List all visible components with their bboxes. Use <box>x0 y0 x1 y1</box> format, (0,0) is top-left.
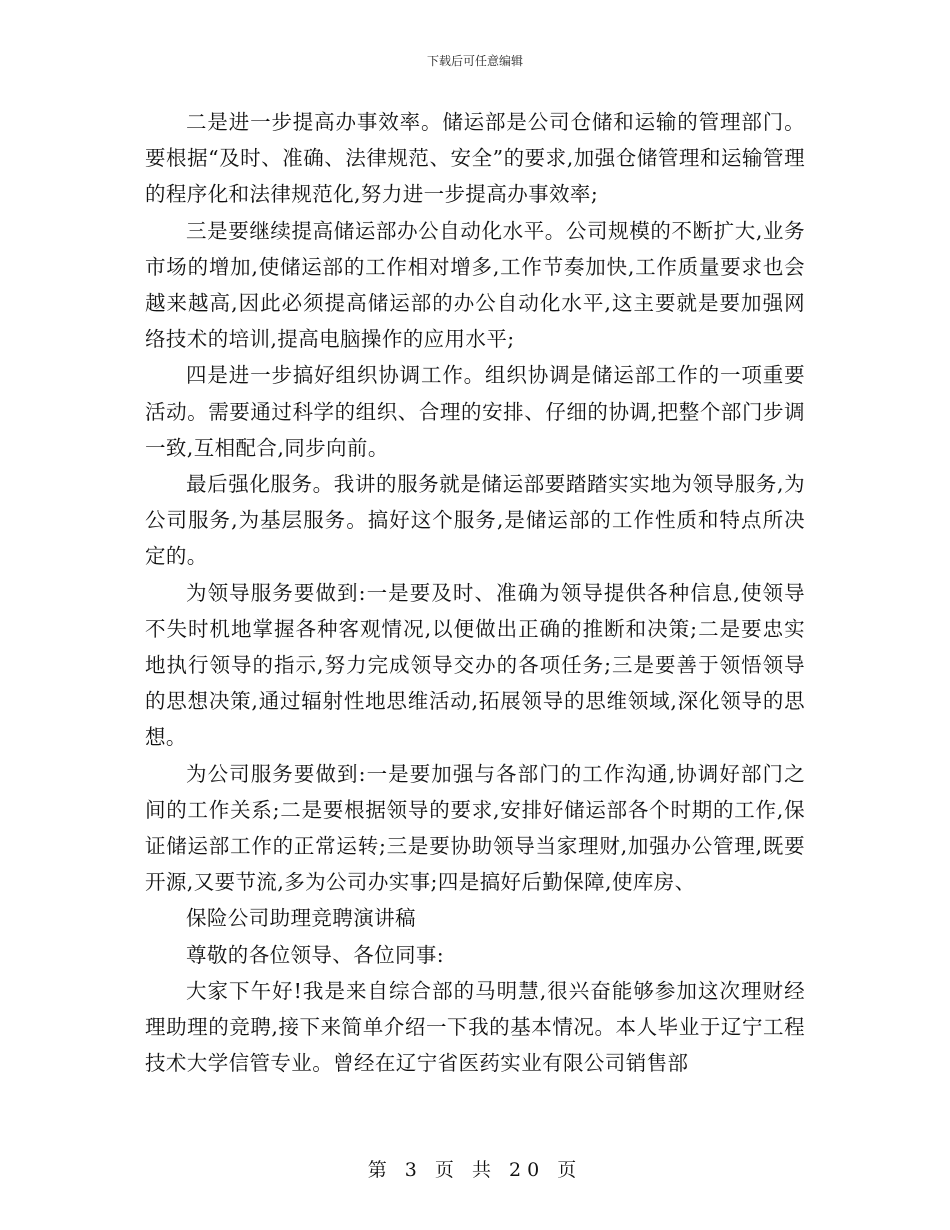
paragraph-serve-leaders: 为领导服务要做到:一是要及时、准确为领导提供各种信息,使领导不失时机地掌握各种客观情况,以便做出正确的推断和决策;二是要忠实地执行领导的指示,努力完成领导交办的各项任务;三是要善于领悟领导的思想决策,通过辐射性地思维活动,拓展领导的思维领域,深化领导的思想。 <box>145 580 805 750</box>
speech-title: 保险公司助理竞聘演讲稿 <box>186 906 416 931</box>
paragraph-self-introduction: 大家下午好!我是来自综合部的马明慧,很兴奋能够参加这次理财经理助理的竞聘,接下来简单介绍一下我的基本情况。本人毕业于辽宁工程技术大学信管专业。曾经在辽宁省医药实业有限公司销售部 <box>145 978 805 1076</box>
paragraph-improve-efficiency: 二是进一步提高办事效率。储运部是公司仓储和运输的管理部门。要根据“及时、准确、法律规范、安全”的要求,加强仓储管理和运输管理的程序化和法律规范化,努力进一步提高办事效率; <box>145 110 805 207</box>
document-body <box>145 104 805 1081</box>
paragraph-coordination: 四是进一步搞好组织协调工作。组织协调是储运部工作的一项重要活动。需要通过科学的组织、合理的安排、仔细的协调,把整个部门步调一致,互相配合,同步向前。 <box>145 363 805 460</box>
paragraph-office-automation: 三是要继续提高储运部办公自动化水平。公司规模的不断扩大,业务市场的增加,使储运部的工作相对增多,工作节奏加快,工作质量要求也会越来越高,因此必须提高储运部的办公自动化水平,这主要就是要加强网络技术的培训,提高电脑操作的应用水平; <box>145 218 805 352</box>
speech-salutation: 尊敬的各位领导、各位同事: <box>186 942 445 967</box>
header-note: 下载后可任意编辑 <box>426 54 523 68</box>
page-number: 第 3 页 共 20 页 <box>367 1159 583 1181</box>
paragraph-strengthen-service: 最后强化服务。我讲的服务就是储运部要踏踏实实地为领导服务,为公司服务,为基层服务。搞好这个服务,是储运部的工作性质和特点所决定的。 <box>145 472 805 569</box>
paragraph-serve-company: 为公司服务要做到:一是要加强与各部门的工作沟通,协调好部门之间的工作关系;二是要根据领导的要求,安排好储运部各个时期的工作,保证储运部工作的正常运转;三是要协助领导当家理财,加强办公管理,既要开源,又要节流,多为公司办实事;四是搞好后勤保障,使库房、 <box>145 761 805 895</box>
